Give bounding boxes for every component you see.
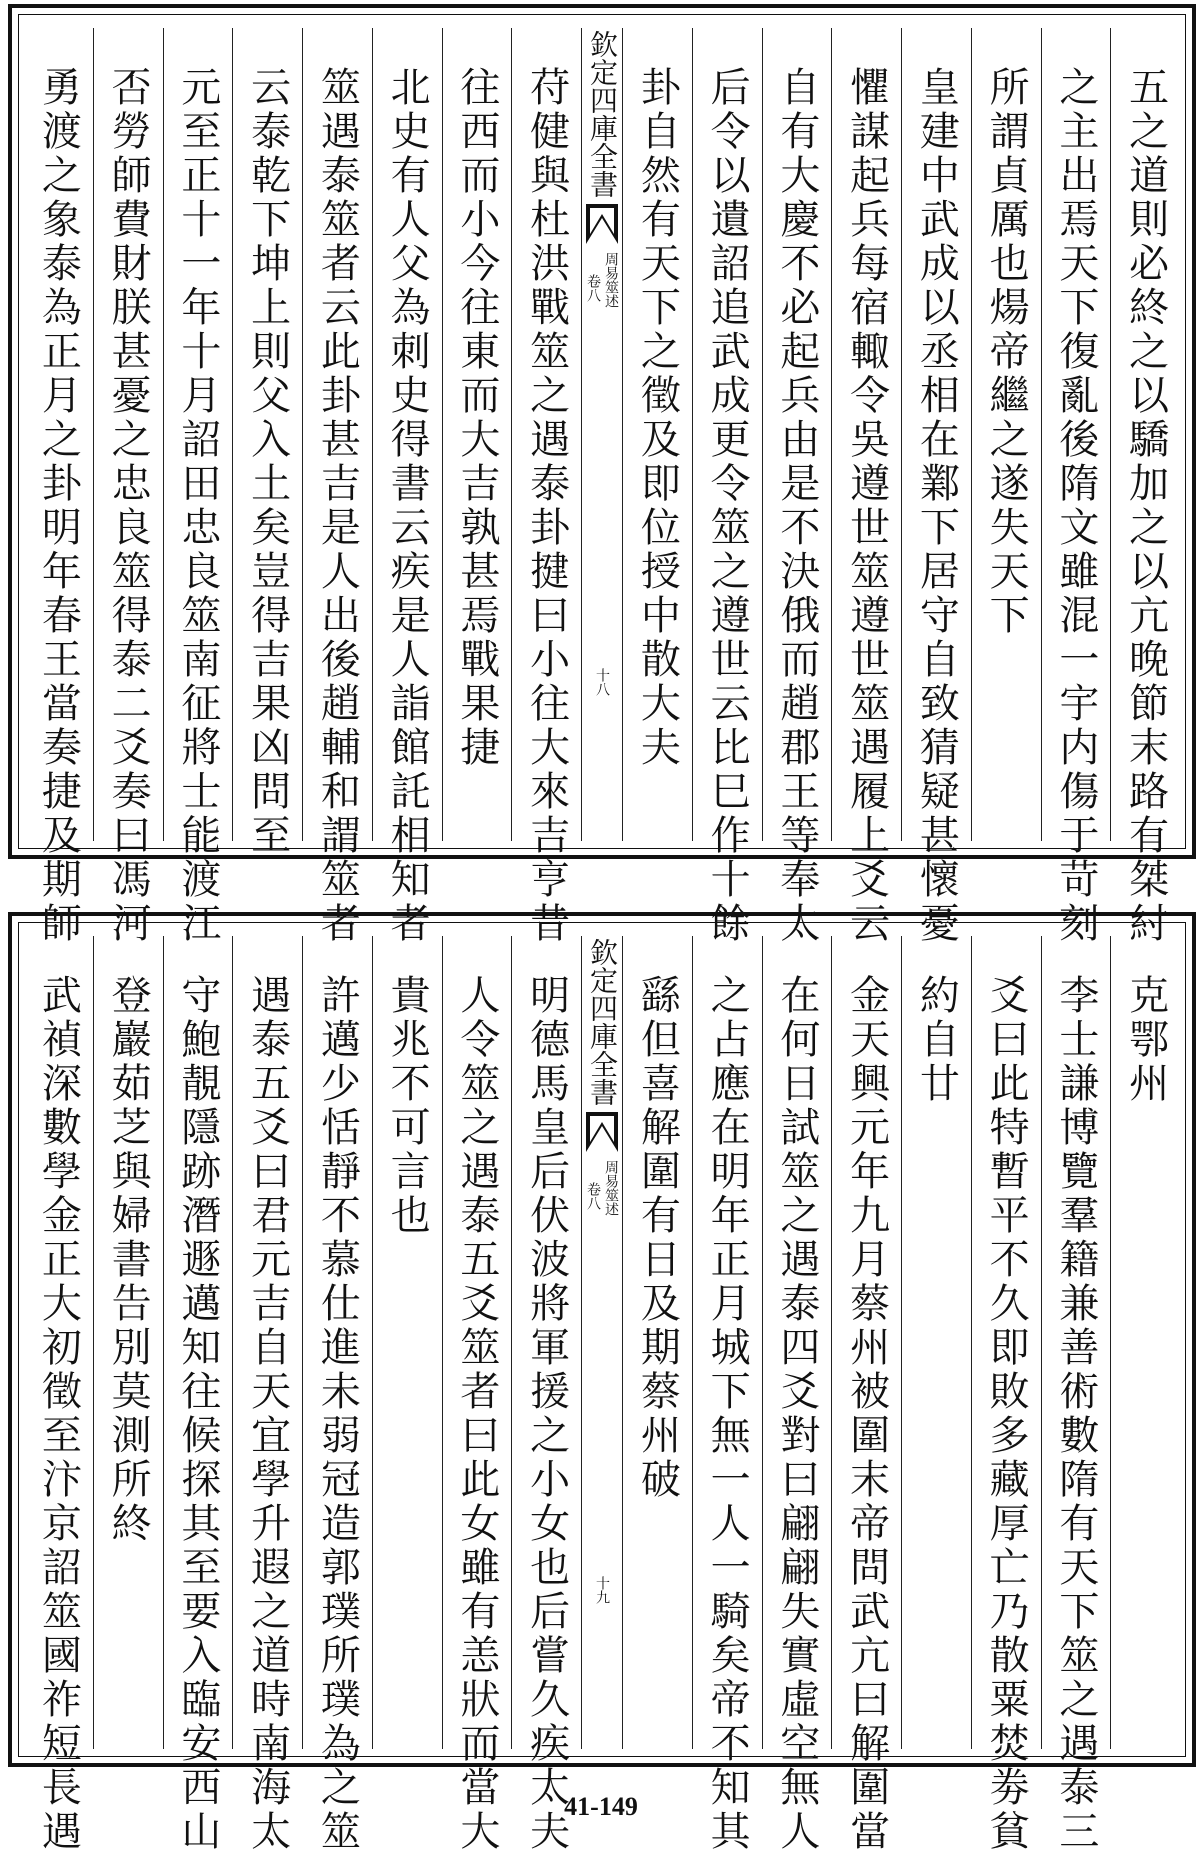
text-column <box>233 28 303 858</box>
text-column <box>303 936 373 1854</box>
text-column <box>763 28 833 946</box>
text-column <box>94 28 164 946</box>
column-text: 人令筮之遇泰五爻筮者曰此女雖有恙狀而當大 <box>453 974 500 1854</box>
text-column <box>1042 936 1112 1854</box>
column-text: 云泰乾下坤上則父入土矣豈得吉果凶問至 <box>244 66 291 858</box>
text-column <box>693 28 763 946</box>
text-column <box>94 936 164 1749</box>
text-column <box>623 28 693 841</box>
book-title: 欽定四庫全書 <box>586 938 619 1106</box>
center-margin <box>582 936 623 1749</box>
column-text: 武禎深數學金正大初徵至汴京詔筮國祚短長遇 <box>35 974 82 1854</box>
text-column <box>512 936 582 1854</box>
text-column <box>763 936 833 1854</box>
text-column <box>693 936 763 1854</box>
text-column <box>972 936 1042 1854</box>
text-column <box>832 28 902 946</box>
column-text: 克鄂州 <box>1122 974 1169 1106</box>
column-text: 否勞師費財朕甚憂之忠良筮得泰二爻奏曰馮河 <box>105 66 152 946</box>
text-column <box>832 936 902 1854</box>
column-text: 所謂貞厲也煬帝繼之遂失天下 <box>983 66 1030 638</box>
column-text: 筮遇泰筮者云此卦甚吉是人出後趙輔和謂筮者 <box>314 66 361 946</box>
column-text: 李士謙博覽羣籍兼善術數隋有天下筮之遇泰三 <box>1052 974 1099 1854</box>
center-margin <box>582 28 623 841</box>
column-text: 北史有人父為刺史得書云疾是人詣館託相知者 <box>384 66 431 946</box>
column-text: 守鮑靚隱跡潛遯邁知往候探其至要入臨安西山 <box>174 974 221 1854</box>
text-column <box>24 28 94 946</box>
text-column <box>443 28 513 841</box>
column-text: 元至正十一年十月詔田忠良筮南征將士能渡江 <box>174 66 221 946</box>
text-column <box>1111 28 1180 946</box>
book-subtitle: 周易筮述 <box>603 252 619 308</box>
volume-label: 卷八 <box>585 274 601 302</box>
column-text: 爻曰此特暫平不久即敗多藏厚亡乃散粟焚劵貧 <box>983 974 1030 1854</box>
top-columns <box>24 28 1180 946</box>
text-column <box>902 936 972 1749</box>
book-title: 欽定四庫全書 <box>586 30 619 198</box>
text-column <box>972 28 1042 841</box>
column-text: 在何日試筮之遇泰四爻對曰翩翩失實虛空無人 <box>773 974 820 1854</box>
text-column <box>443 936 513 1854</box>
text-column <box>303 28 373 946</box>
text-column <box>24 936 94 1854</box>
column-text: 后令以遺詔追武成更令筮之遵世云比巳作十餘 <box>704 66 751 946</box>
column-text: 之占應在明年正月城下無一人一騎矣帝不知其 <box>704 974 751 1854</box>
column-text: 貴兆不可言也 <box>384 974 431 1238</box>
text-column <box>164 936 234 1854</box>
column-text: 約自廿 <box>913 974 960 1106</box>
column-text: 卦自然有天下之徵及即位授中散大夫 <box>634 66 681 770</box>
text-column <box>623 936 693 1749</box>
column-text: 明德馬皇后伏波將軍援之小女也后嘗久疾太夫 <box>523 974 570 1854</box>
text-column <box>1042 28 1112 946</box>
book-subtitle: 周易筮述 <box>603 1160 619 1216</box>
page-code: 41-149 <box>564 1792 638 1821</box>
column-text: 勇渡之象泰為正月之卦明年春王當奏捷及期師 <box>35 66 82 946</box>
top-page <box>8 4 1196 946</box>
column-text: 登巖茹芝與婦書告別莫測所終 <box>105 974 152 1546</box>
fish-tail-mark-icon <box>586 1112 618 1152</box>
text-column <box>164 28 234 946</box>
text-column <box>902 28 972 946</box>
chapter-info <box>585 1152 619 1216</box>
text-column <box>373 936 443 1749</box>
page-number: 十八 <box>594 668 610 696</box>
column-text: 繇但喜解圍有日及期蔡州破 <box>634 974 681 1502</box>
column-text: 往西而小今往東而大吉孰甚焉戰果捷 <box>453 66 500 770</box>
column-text: 五之道則必終之以驕加之以亢晚節末路有桀紂 <box>1122 66 1169 946</box>
column-text: 之主出焉天下復亂後隋文雖混一宇内傷于苛刻 <box>1052 66 1099 946</box>
text-column <box>1111 936 1180 1749</box>
volume-label: 卷八 <box>585 1182 601 1210</box>
chapter-info <box>585 244 619 308</box>
column-text: 遇泰五爻曰君元吉自天宜學升遐之道時南海太 <box>244 974 291 1854</box>
text-column <box>233 936 303 1854</box>
page-number: 十九 <box>594 1576 610 1604</box>
column-text: 苻健與杜洪戰筮之遇泰卦揵曰小往大來吉亨昔 <box>523 66 570 946</box>
fish-tail-mark-icon <box>586 204 618 244</box>
text-column <box>512 28 582 946</box>
text-column <box>373 28 443 946</box>
column-text: 皇建中武成以丞相在鄴下居守自致猜疑甚懷憂 <box>913 66 960 946</box>
column-text: 許邁少恬靜不慕仕進未弱冠造郭璞所璞為之筮 <box>314 974 361 1854</box>
column-text: 懼謀起兵每宿輙令吳遵世筮遵世筮遇履上爻云 <box>843 66 890 946</box>
column-text: 金天興元年九月蔡州被圍末帝問武亢曰解圍當 <box>843 974 890 1854</box>
column-text: 自有大慶不必起兵由是不決俄而趙郡王等奉太 <box>773 66 820 946</box>
